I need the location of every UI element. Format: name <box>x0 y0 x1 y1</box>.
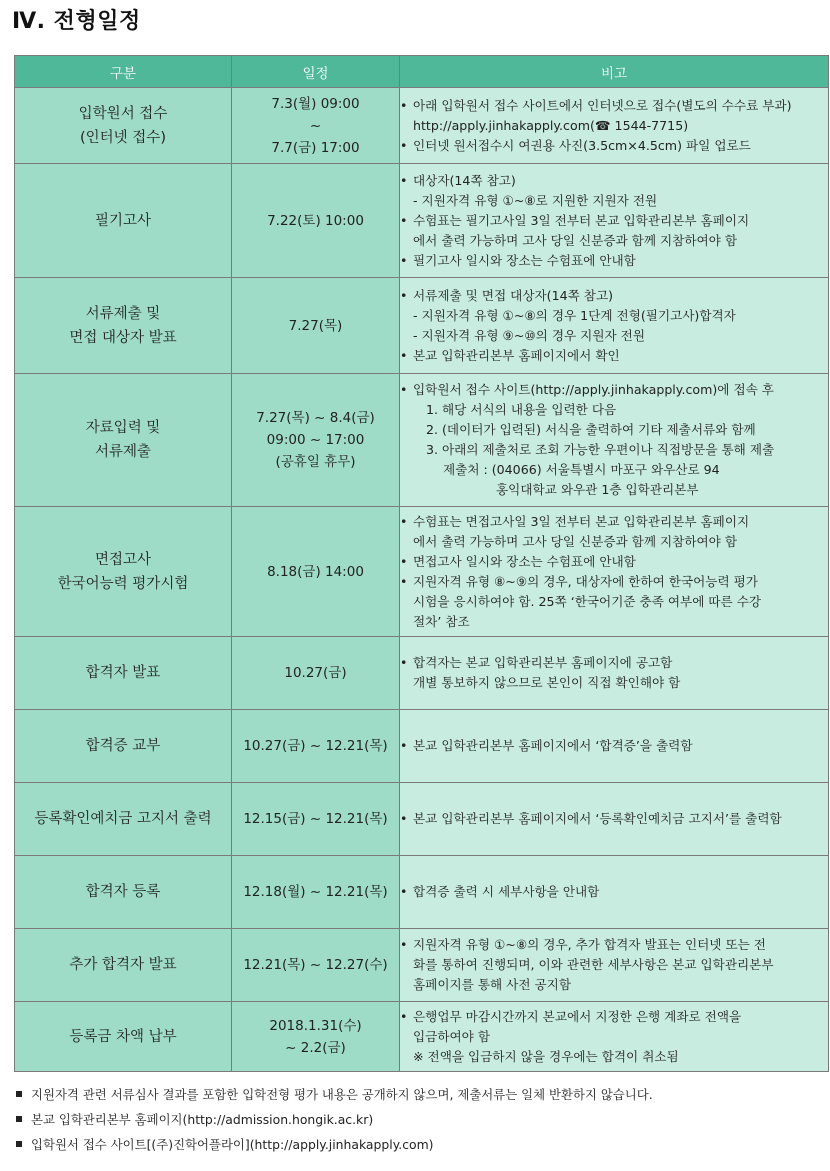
footnote <box>16 1085 653 1103</box>
category-line: 한국어능력 평가시험 <box>57 575 189 592</box>
row-category <box>15 164 232 278</box>
category-line: 등록금 차액 납부 <box>69 1028 177 1045</box>
category-line: 추가 합격자 발표 <box>69 957 177 973</box>
note-bullet-item: • 필기고사 일시와 장소는 수험표에 안내함 <box>400 251 828 271</box>
note-sub-item: - 지원자격 유형 ⑨~⑩의 경우 지원자 전원 <box>413 327 646 343</box>
note-bullet-item: • 아래 입학원서 접수 사이트에서 인터넷으로 접수(별도의 수수료 부과) <box>400 96 828 116</box>
row-note <box>400 88 829 164</box>
table-row <box>15 507 829 637</box>
category-line: 입학원서 접수 <box>78 105 168 122</box>
note-bullet-item: • 인터넷 원서접수시 여권용 사진(3.5cm×4.5cm) 파일 업로드 <box>400 136 828 156</box>
note-bullet-item: • 대상자(14쪽 참고) <box>400 171 828 191</box>
table-row <box>15 374 829 507</box>
row-note <box>400 929 829 1002</box>
row-date <box>232 374 400 507</box>
footnote-text: 입학원서 접수 사이트[(주)진학어플라이](http://apply.jinhakapply.com) <box>31 1137 434 1152</box>
date-line: 12.21(목) ~ 12.27(수) <box>243 957 388 973</box>
note-bullet-item: • 입학원서 접수 사이트(http://apply.jinhakapply.com)에 접속 후 <box>400 380 828 400</box>
category-line: (인터넷 접수) <box>80 129 166 146</box>
category-line: 합격자 발표 <box>85 665 161 681</box>
date-line: 10.27(금) ~ 12.21(목) <box>243 738 388 754</box>
square-bullet-icon <box>16 1141 22 1147</box>
note-sub-item: 3. 아래의 제출처로 조회 가능한 우편이나 직접방문을 통해 제출 <box>426 442 775 457</box>
header-category: 구분 <box>15 56 232 88</box>
row-note <box>400 710 829 783</box>
table-row <box>15 710 829 783</box>
note-bullet-item: • 본교 입학관리본부 홈페이지에서 ‘등록확인예치금 고지서’를 출력함 <box>400 809 828 829</box>
date-line: 7.27(목) <box>288 317 343 334</box>
table-row <box>15 164 829 278</box>
note-sub-item: 절차’ 참조 <box>413 613 470 629</box>
row-category <box>15 929 232 1002</box>
note-bullet-item: • 지원자격 유형 ⑧~⑨의 경우, 대상자에 한하여 한국어능력 평가 <box>400 572 828 592</box>
note-bullet-item: • 수험표는 필기고사일 3일 전부터 본교 입학관리본부 홈페이지 <box>400 211 828 231</box>
row-date <box>232 164 400 278</box>
category-line: 합격증 교부 <box>85 738 161 754</box>
row-note <box>400 507 829 637</box>
note-bullet-item: • 면접고사 일시와 장소는 수험표에 안내함 <box>400 552 828 572</box>
row-date <box>232 929 400 1002</box>
note-sub-item: 에서 출력 가능하며 고사 당일 신분증과 함께 지참하여야 함 <box>413 232 737 248</box>
note-sub-item: 에서 출력 가능하며 고사 당일 신분증과 함께 지참하여야 함 <box>413 533 737 549</box>
row-date <box>232 507 400 637</box>
footnote-text: 지원자격 관련 서류심사 결과를 포함한 입학전형 평가 내용은 공개하지 않으며, 제출서류는 일체 반환하지 않습니다. <box>31 1087 653 1102</box>
category-line: 필기고사 <box>94 212 152 229</box>
date-line: (공휴일 휴무) <box>275 454 356 470</box>
category-line: 합격자 등록 <box>85 884 161 900</box>
note-sub-item: 제출처 : (04066) 서울특별시 마포구 와우산로 94 <box>443 462 720 477</box>
row-category <box>15 783 232 856</box>
table-row <box>15 1002 829 1072</box>
row-category <box>15 507 232 637</box>
category-line: 자료입력 및 <box>85 420 161 436</box>
note-bullet-item: • 본교 입학관리본부 홈페이지에서 ‘합격증’을 출력함 <box>400 736 828 756</box>
square-bullet-icon <box>16 1116 22 1122</box>
date-line: 09:00 ~ 17:00 <box>266 432 365 448</box>
row-note <box>400 164 829 278</box>
date-line: 2018.1.31(수) <box>269 1017 362 1034</box>
note-sub-item: 개별 통보하지 않으므로 본인이 직접 확인해야 함 <box>413 675 681 690</box>
note-sub-item: - 지원자격 유형 ①~⑧의 경우 1단계 전형(필기고사)합격자 <box>413 307 736 323</box>
category-line: 면접고사 <box>94 551 152 568</box>
date-line: 7.27(목) ~ 8.4(금) <box>256 410 375 426</box>
date-line: 12.15(금) ~ 12.21(목) <box>243 811 388 827</box>
note-bullet-item: • 은행업무 마감시간까지 본교에서 지정한 은행 계좌로 전액을 <box>400 1007 828 1027</box>
note-bullet-item: • 수험표는 면접고사일 3일 전부터 본교 입학관리본부 홈페이지 <box>400 512 828 532</box>
note-sub-item: - 지원자격 유형 ①~⑧로 지원한 지원자 전원 <box>413 192 658 208</box>
note-sub-item: http://apply.jinhakapply.com(☎ 1544-7715) <box>413 117 689 133</box>
note-bullet-item: • 본교 입학관리본부 홈페이지에서 확인 <box>400 346 828 366</box>
row-date <box>232 710 400 783</box>
row-date <box>232 783 400 856</box>
row-category <box>15 88 232 164</box>
date-line: 7.7(금) 17:00 <box>271 139 360 156</box>
row-category <box>15 710 232 783</box>
row-category <box>15 637 232 710</box>
date-line: ~ <box>309 117 322 134</box>
row-note <box>400 374 829 507</box>
date-line: 12.18(월) ~ 12.21(목) <box>243 884 388 900</box>
note-sub-item: 화를 통하여 진행되며, 이와 관련한 세부사항은 본교 입학관리본부 <box>413 957 774 972</box>
row-category <box>15 1002 232 1072</box>
row-date <box>232 856 400 929</box>
category-line: 서류제출 및 <box>85 305 161 322</box>
note-bullet-item: • 지원자격 유형 ①~⑧의 경우, 추가 합격자 발표는 인터넷 또는 전 <box>400 935 828 955</box>
row-note <box>400 637 829 710</box>
row-category <box>15 856 232 929</box>
row-category <box>15 278 232 374</box>
table-row <box>15 88 829 164</box>
admission-schedule-table <box>14 55 829 1072</box>
date-line: 8.18(금) 14:00 <box>267 563 364 580</box>
date-line: 7.3(월) 09:00 <box>271 95 360 112</box>
date-line: 10.27(금) <box>284 665 347 681</box>
row-date <box>232 1002 400 1072</box>
row-note <box>400 278 829 374</box>
category-line: 서류제출 <box>94 444 152 460</box>
row-note <box>400 856 829 929</box>
table-row <box>15 856 829 929</box>
note-bullet-item: • 서류제출 및 면접 대상자(14쪽 참고) <box>400 286 828 306</box>
note-sub-item: 홈페이지를 통해 사전 공지함 <box>413 977 571 992</box>
footnote-text: 본교 입학관리본부 홈페이지(http://admission.hongik.ac.kr) <box>31 1112 374 1127</box>
square-bullet-icon <box>16 1091 22 1097</box>
footnote <box>16 1135 434 1153</box>
row-date <box>232 278 400 374</box>
section-title: Ⅳ. 전형일정 <box>12 9 141 34</box>
row-note <box>400 1002 829 1072</box>
category-line: 등록확인예치금 고지서 출력 <box>34 811 212 827</box>
note-sub-item: ※ 전액을 입금하지 않을 경우에는 합격이 취소됨 <box>413 1048 679 1064</box>
row-category <box>15 374 232 507</box>
note-sub-item: 시험을 응시하여야 함. 25쪽 ‘한국어기준 충족 여부에 따른 수강 <box>413 593 762 609</box>
header-date: 일정 <box>232 56 400 88</box>
category-line: 면접 대상자 발표 <box>69 329 177 346</box>
note-sub-item: 홍익대학교 와우관 1층 입학관리본부 <box>496 482 699 497</box>
row-date <box>232 88 400 164</box>
note-sub-item: 2. (데이터가 입력된) 서식을 출력하여 기타 제출서류와 함께 <box>426 422 756 437</box>
row-date <box>232 637 400 710</box>
header-note: 비고 <box>400 56 829 88</box>
note-bullet-item: • 합격자는 본교 입학관리본부 홈페이지에 공고함 <box>400 653 828 673</box>
table-row <box>15 278 829 374</box>
table-row <box>15 637 829 710</box>
date-line: ~ 2.2(금) <box>285 1039 346 1056</box>
footnote <box>16 1110 373 1128</box>
note-sub-item: 입금하여야 함 <box>413 1028 490 1044</box>
table-header-row <box>15 56 829 88</box>
table-row <box>15 783 829 856</box>
table-row <box>15 929 829 1002</box>
row-note <box>400 783 829 856</box>
note-bullet-item: • 합격증 출력 시 세부사항을 안내함 <box>400 882 828 902</box>
note-sub-item: 1. 해당 서식의 내용을 입력한 다음 <box>426 402 617 417</box>
date-line: 7.22(토) 10:00 <box>267 212 364 229</box>
